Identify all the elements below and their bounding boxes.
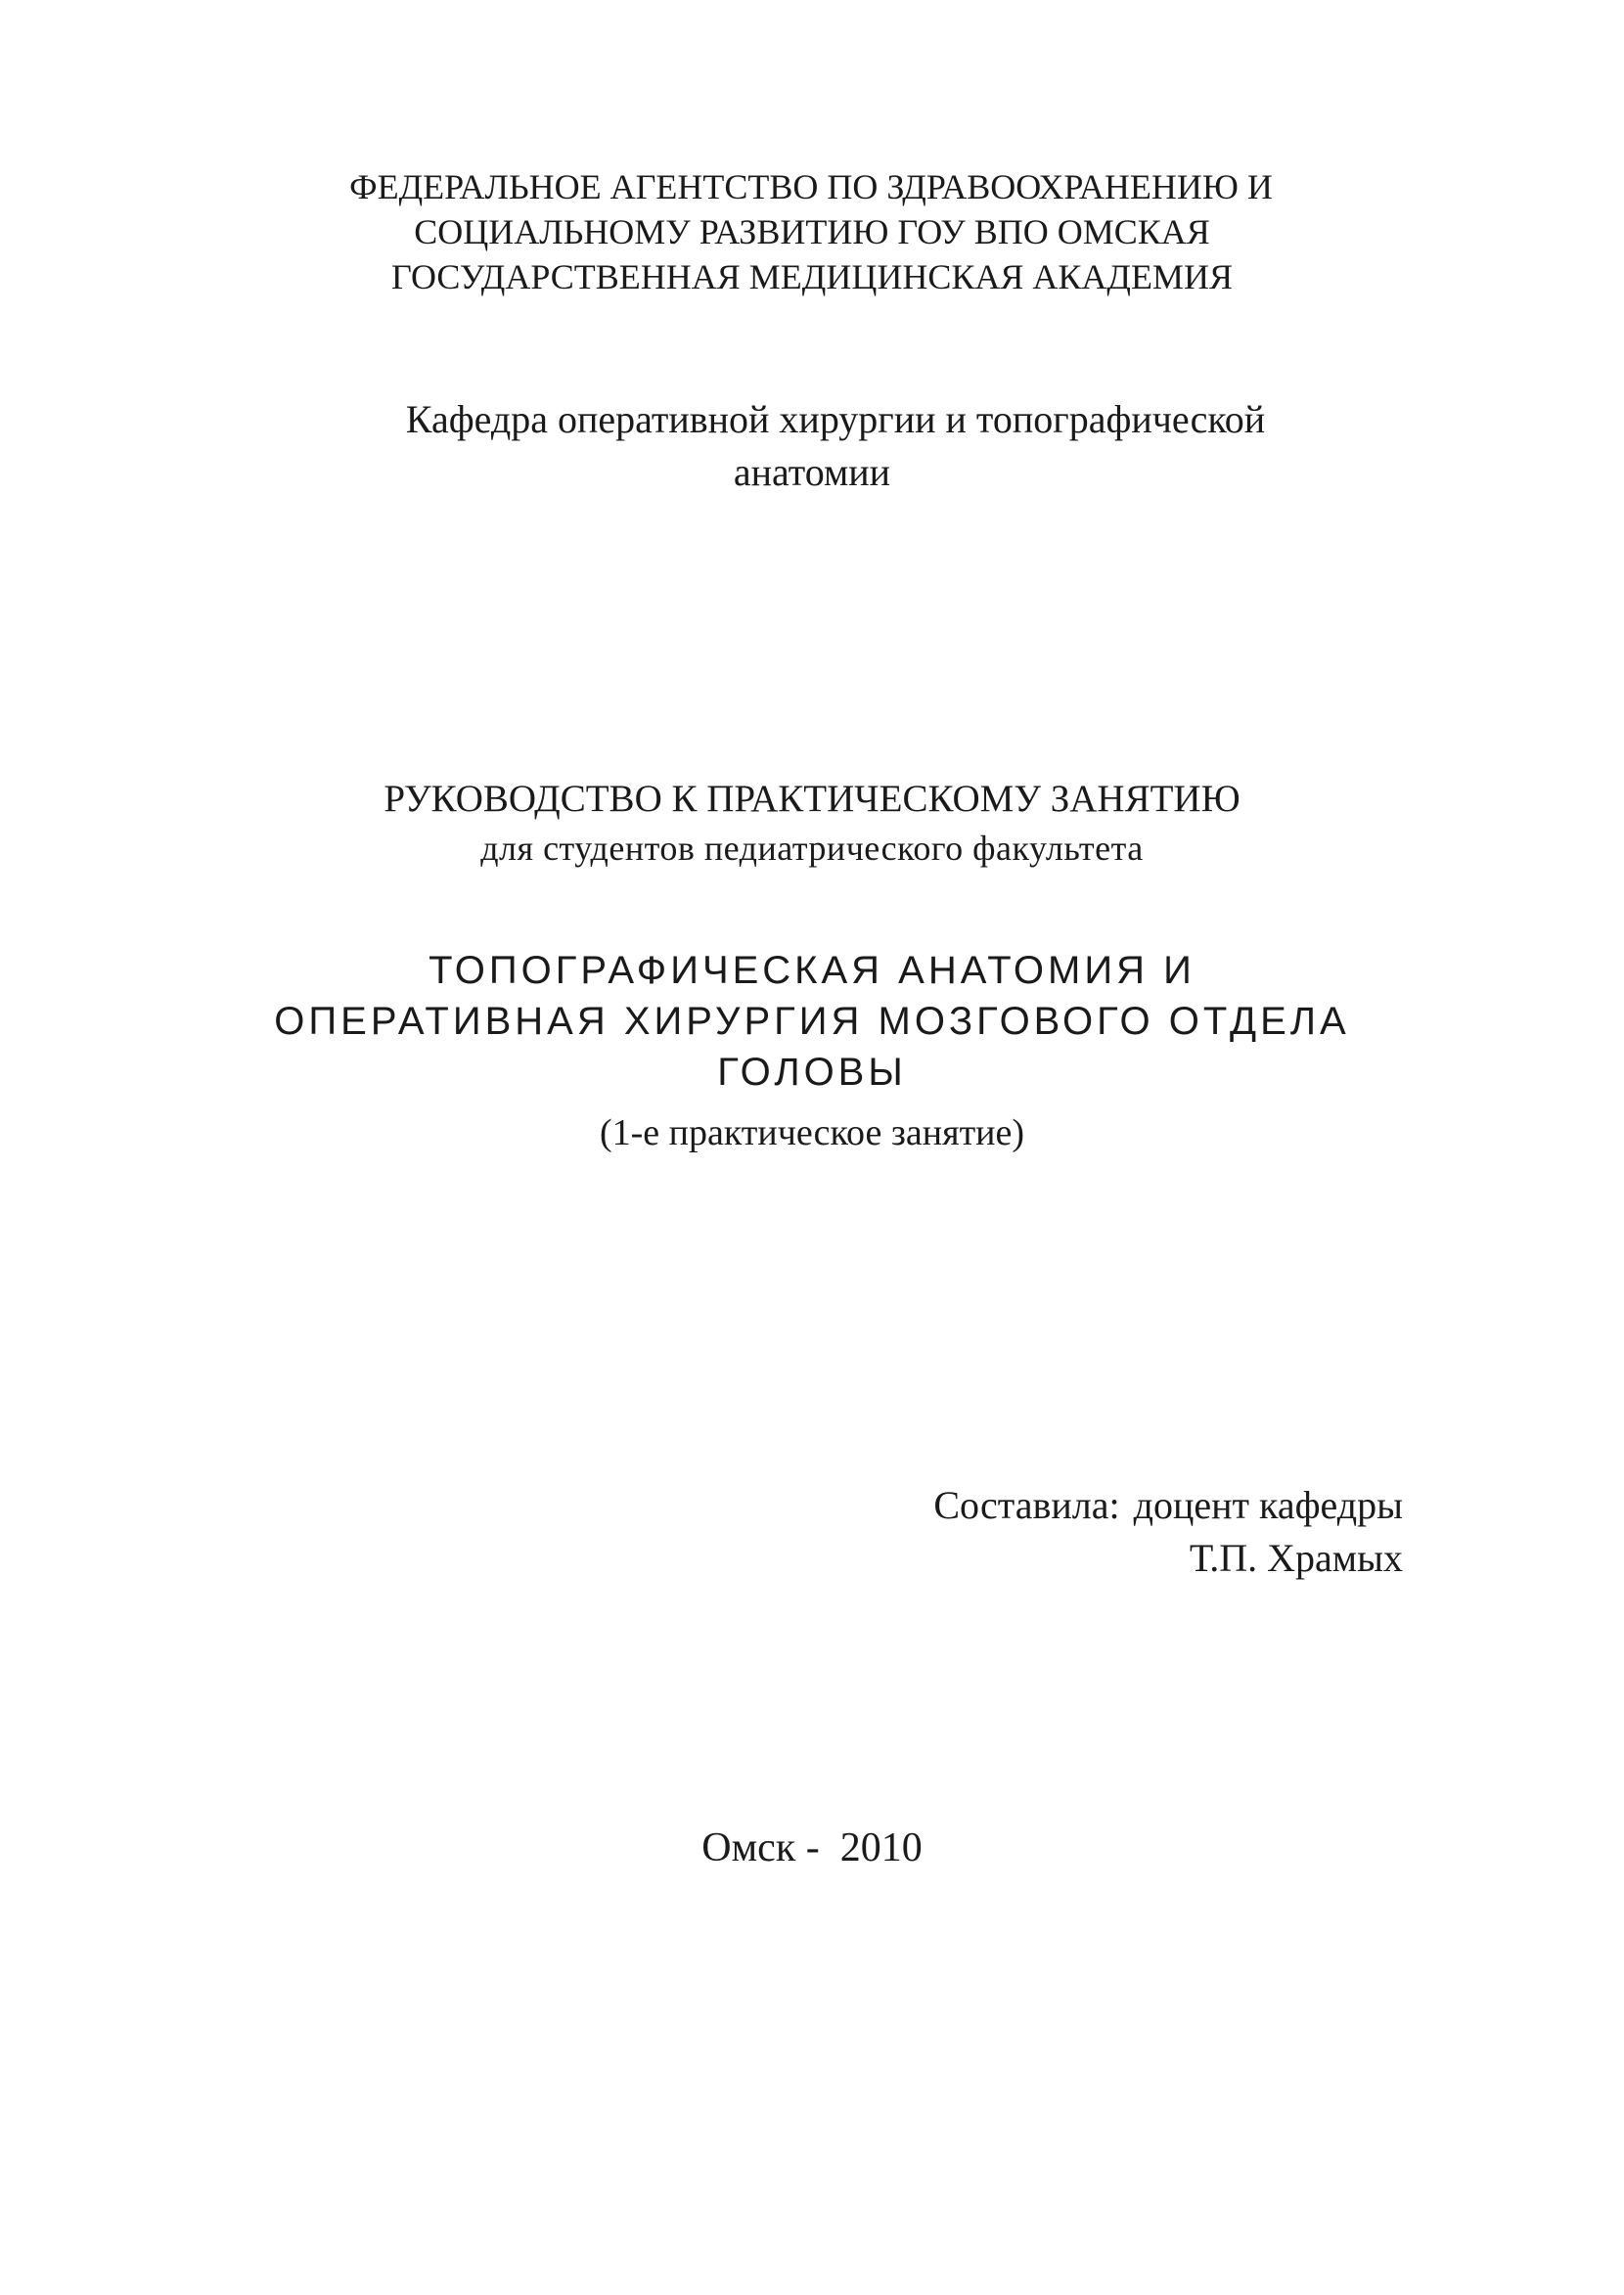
guide-audience: для студентов педиатрического факультета <box>480 829 1144 868</box>
institution-line-1: ФЕДЕРАЛЬНОЕ АГЕНТСТВО ПО ЗДРАВООХРАНЕНИЮ И <box>349 167 1273 206</box>
year: 2010 <box>839 1825 923 1870</box>
session-note <box>0 1109 1624 1156</box>
guide-title-block <box>0 775 1624 873</box>
city-year-separator: - <box>795 1825 840 1870</box>
city: Омск <box>701 1825 796 1870</box>
compiler-block <box>933 1479 1403 1585</box>
topic-line-2: ОПЕРАТИВНАЯ ХИРУРГИЯ МОЗГОВОГО ОТДЕЛА <box>274 1000 1350 1043</box>
compiler-label: Составила: <box>933 1483 1120 1527</box>
compiler-row <box>933 1479 1403 1532</box>
institution-header <box>0 164 1624 299</box>
institution-line-3: ГОСУДАРСТВЕННАЯ МЕДИЦИНСКАЯ АКАДЕМИЯ <box>391 257 1233 296</box>
department-line-1: Кафедра оперативной хирургии и топографической <box>405 397 1266 441</box>
department-name <box>0 393 1624 499</box>
session-note-text: (1-е практическое занятие) <box>599 1112 1025 1153</box>
topic-title <box>0 945 1624 1098</box>
topic-line-1: ТОПОГРАФИЧЕСКАЯ АНАТОМИЯ И <box>429 949 1195 992</box>
topic-line-3: ГОЛОВЫ <box>717 1051 907 1094</box>
institution-line-2: СОЦИАЛЬНОМУ РАЗВИТИЮ ГОУ ВПО ОМСКАЯ <box>414 212 1210 251</box>
compiler-name: Т.П. Храмых <box>1189 1536 1403 1580</box>
city-year <box>0 1822 1624 1874</box>
guide-title: РУКОВОДСТВО К ПРАКТИЧЕСКОМУ ЗАНЯТИЮ <box>383 778 1241 820</box>
compiler-position: доцент кафедры <box>1133 1483 1403 1527</box>
department-line-2: анатомии <box>733 450 891 494</box>
